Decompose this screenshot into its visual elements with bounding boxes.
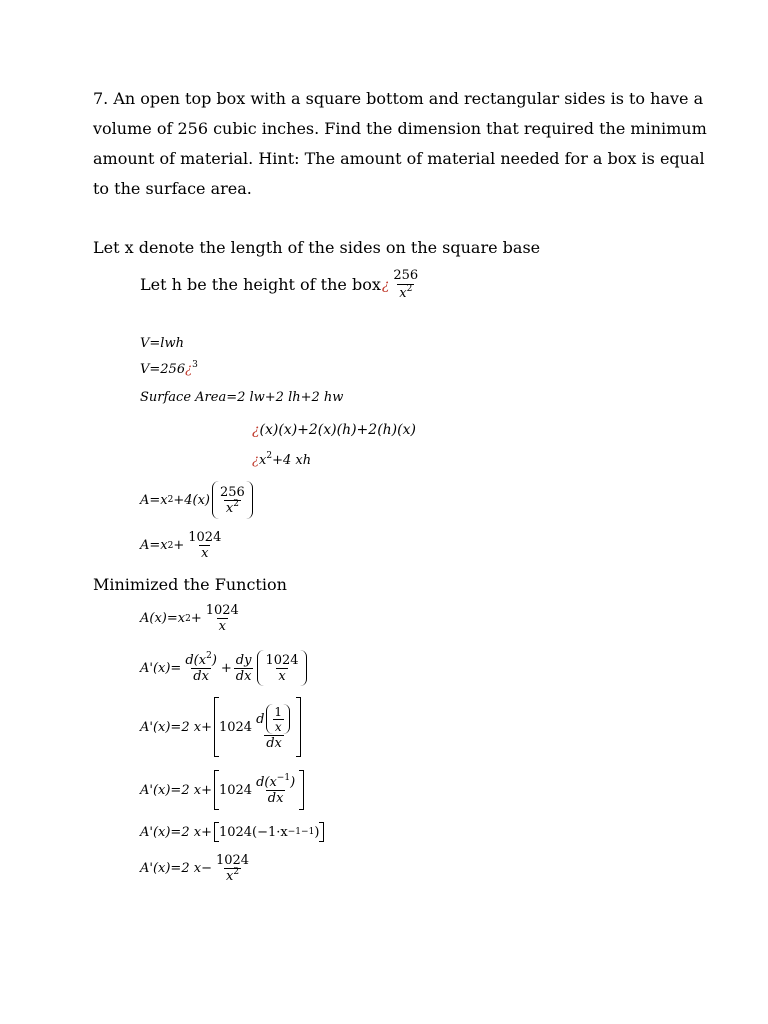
function-definition: A(x)=x 2 + $\frac{1024}{x}$ [140, 603, 239, 634]
unknown-glyph: ¿ [381, 276, 390, 293]
derivative-step-1: A'(x)= $\frac{d(x^2)}{dx}$ + $\frac{dy}{dx}$ $\frac{1024}{x}$ [140, 650, 309, 686]
problem-line: 7. An open top box with a square bottom and rectangular sides is to have a [93, 89, 704, 108]
volume-value-equation: V=256¿$^3$ [140, 360, 198, 377]
problem-line: volume of 256 cubic inches. Find the dimension that required the minimum [93, 119, 707, 138]
let-h-text: Let h be the height of the box [140, 275, 381, 294]
surface-area-equation: Surface Area=2 lw+2 lh+2 hw [140, 390, 344, 405]
derivative-step-2: A'(x)=2 x+ 1024 d $\frac{1}{x}$ dx [140, 697, 303, 757]
fraction-numerator: 256 [393, 268, 419, 283]
problem-line: amount of material. Hint: The amount of material needed for a box is equal [93, 149, 705, 168]
surface-area-simplified: ¿$x^2+4$ xh [252, 451, 312, 468]
fraction-denominator: x [399, 286, 407, 301]
minimized-heading: Minimized the Function [93, 575, 287, 594]
area-substitution: A=x 2 +4(x) $\frac{256}{x^2}$ [140, 481, 255, 519]
height-fraction: $\frac{256}{x^2}$ [393, 268, 419, 301]
derivative-result: A'(x)=2 x− $\frac{1024}{x^2}$ [140, 853, 250, 884]
derivative-step-4: A'(x)=2 x+ 1024(−1·x −1−1 ) [140, 822, 326, 842]
let-h-statement [140, 268, 422, 301]
problem-statement [93, 84, 707, 204]
volume-equation: V=lwh [140, 336, 184, 351]
derivative-step-3: A'(x)=2 x+ 1024 $\frac{d(x^{-1})}{dx}$ [140, 770, 306, 810]
surface-area-expanded: ¿(x)(x)+2(x)(h)+2(h)(x) [252, 422, 416, 438]
let-x-statement: Let x denote the length of the sides on the square base [93, 238, 541, 257]
area-function: A=x 2 + $\frac{1024}{x}$ [140, 530, 222, 561]
problem-line: to the surface area. [93, 179, 252, 198]
